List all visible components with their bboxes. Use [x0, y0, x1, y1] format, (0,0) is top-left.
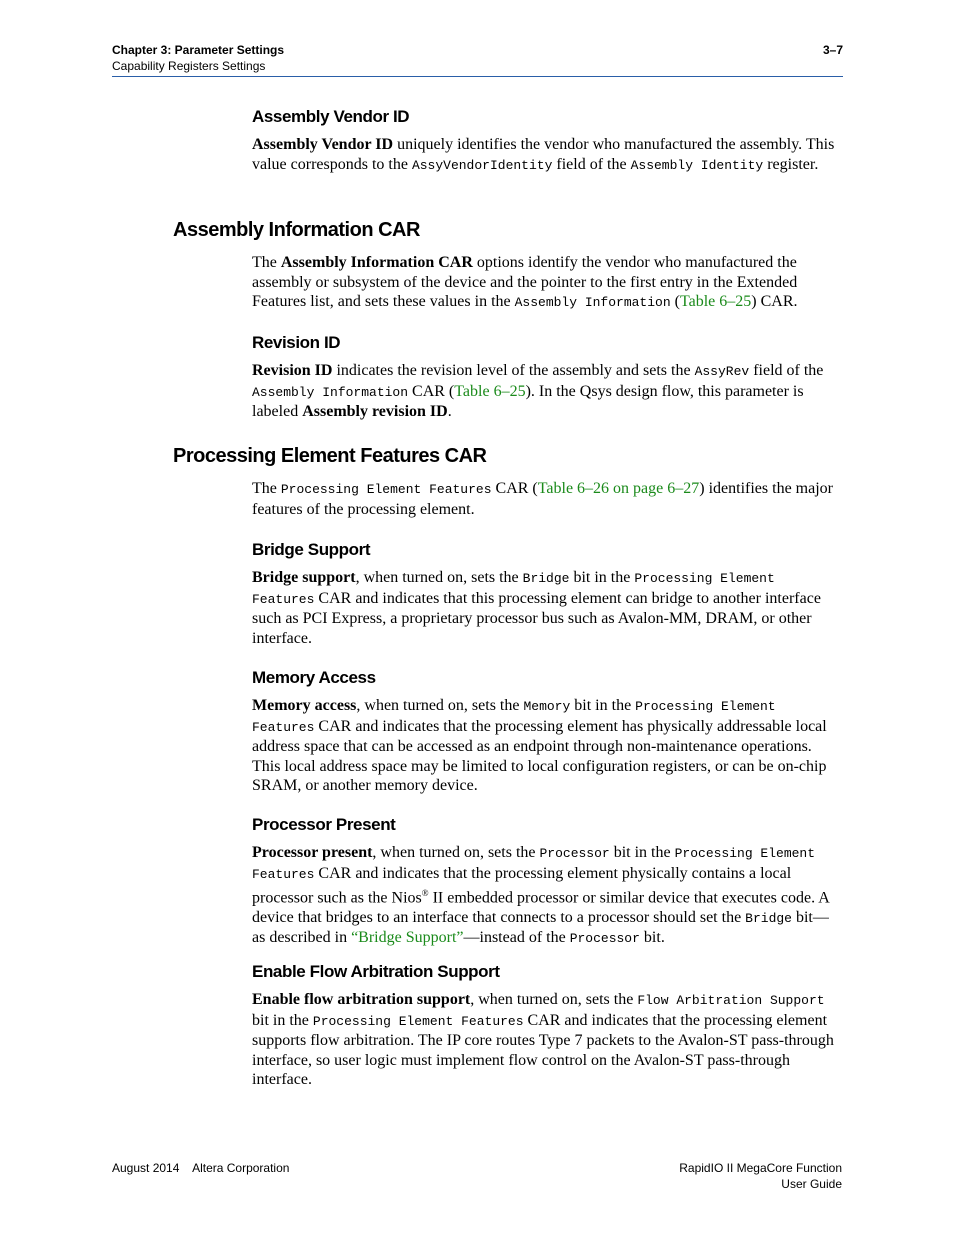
heading-processor-present: Processor Present [252, 815, 396, 834]
footer-product: RapidIO II MegaCore Function [679, 1161, 842, 1175]
paragraph-assembly-information-car: The Assembly Information CAR options identify the vendor who manufactured the assembly or subsystem of the device and the pointer to the first entry in the Extended Features list, and sets these values in the Assembly Information (Table 6–25) CAR. [252, 254, 798, 310]
paragraph-bridge-support: Bridge support, when turned on, sets the Bridge bit in the Processing Element Features CAR and indicates that this processing element can bridge to another interface such as PCI Express, a proprietary processor bus such as Avalon-MM, DRAM, or other interface. [252, 569, 821, 647]
heading-enable-flow-arbitration-support: Enable Flow Arbitration Support [252, 962, 500, 981]
section-title: Capability Registers Settings [112, 59, 266, 73]
heading-assembly-information-car: Assembly Information CAR [173, 219, 420, 241]
paragraph-enable-flow-arbitration-support: Enable flow arbitration support, when turned on, sets the Flow Arbitration Support bit in the Processing Element Features CAR and indicates that the processing element supports flow arbitration. The IP core routes Type 7 packets to the Avalon-ST pass-through interface, so user logic must implement flow control on the Avalon-ST pass-through interface. [252, 991, 834, 1088]
footer-right [679, 1160, 842, 1192]
heading-memory-access: Memory Access [252, 668, 376, 687]
link-bridge-support[interactable]: “Bridge Support” [351, 929, 464, 947]
footer-doc-type: User Guide [781, 1177, 842, 1191]
paragraph-memory-access: Memory access, when turned on, sets the Memory bit in the Processing Element Features CAR and indicates that the processing element has physically addressable local address space that can be accessed as an endpoint through non-maintenance operations. This local address space may be limited to local configuration registers, or can be on-chip SRAM, or another memory device. [252, 697, 827, 794]
page-number: 3–7 [822, 43, 843, 57]
paragraph-processing-element-features-car: The Processing Element Features CAR (Table 6–26 on page 6–27) identifies the major features of the processing element. [252, 480, 833, 518]
paragraph-assembly-vendor-id: Assembly Vendor ID uniquely identifies the vendor who manufactured the assembly. This value corresponds to the AssyVendorIdentity field of the Assembly Identity register. [252, 136, 835, 173]
chapter-title: Chapter 3: Parameter Settings [112, 43, 285, 57]
heading-revision-id: Revision ID [252, 333, 341, 352]
paragraph-processor-present: Processor present, when turned on, sets the Processor bit in the Processing Element Features CAR and indicates that the processing element physically contains a local processor such as the Nios® II embedded processor or similar device that executes code. A device that bridges to an interface that connects to a processor should set the Bridge bit—as described in “Bridge Support”—instead of the Processor bit. [252, 844, 829, 947]
heading-bridge-support: Bridge Support [252, 540, 371, 559]
link-table-6-25[interactable]: Table 6–25 [454, 382, 526, 400]
heading-processing-element-features-car: Processing Element Features CAR [173, 445, 487, 467]
header-rule [112, 76, 843, 77]
paragraph-revision-id: Revision ID indicates the revision level of the assembly and sets the AssyRev field of the Assembly Information CAR (Table 6–25). In the Qsys design flow, this parameter is labeled Assembly revision ID. [252, 362, 824, 420]
heading-assembly-vendor-id: Assembly Vendor ID [252, 107, 410, 126]
link-table-6-25[interactable]: Table 6–25 [679, 293, 752, 310]
footer-left: August 2014 Altera Corporation [112, 1161, 290, 1175]
link-table-6-26[interactable]: Table 6–26 on page 6–27 [537, 480, 700, 497]
